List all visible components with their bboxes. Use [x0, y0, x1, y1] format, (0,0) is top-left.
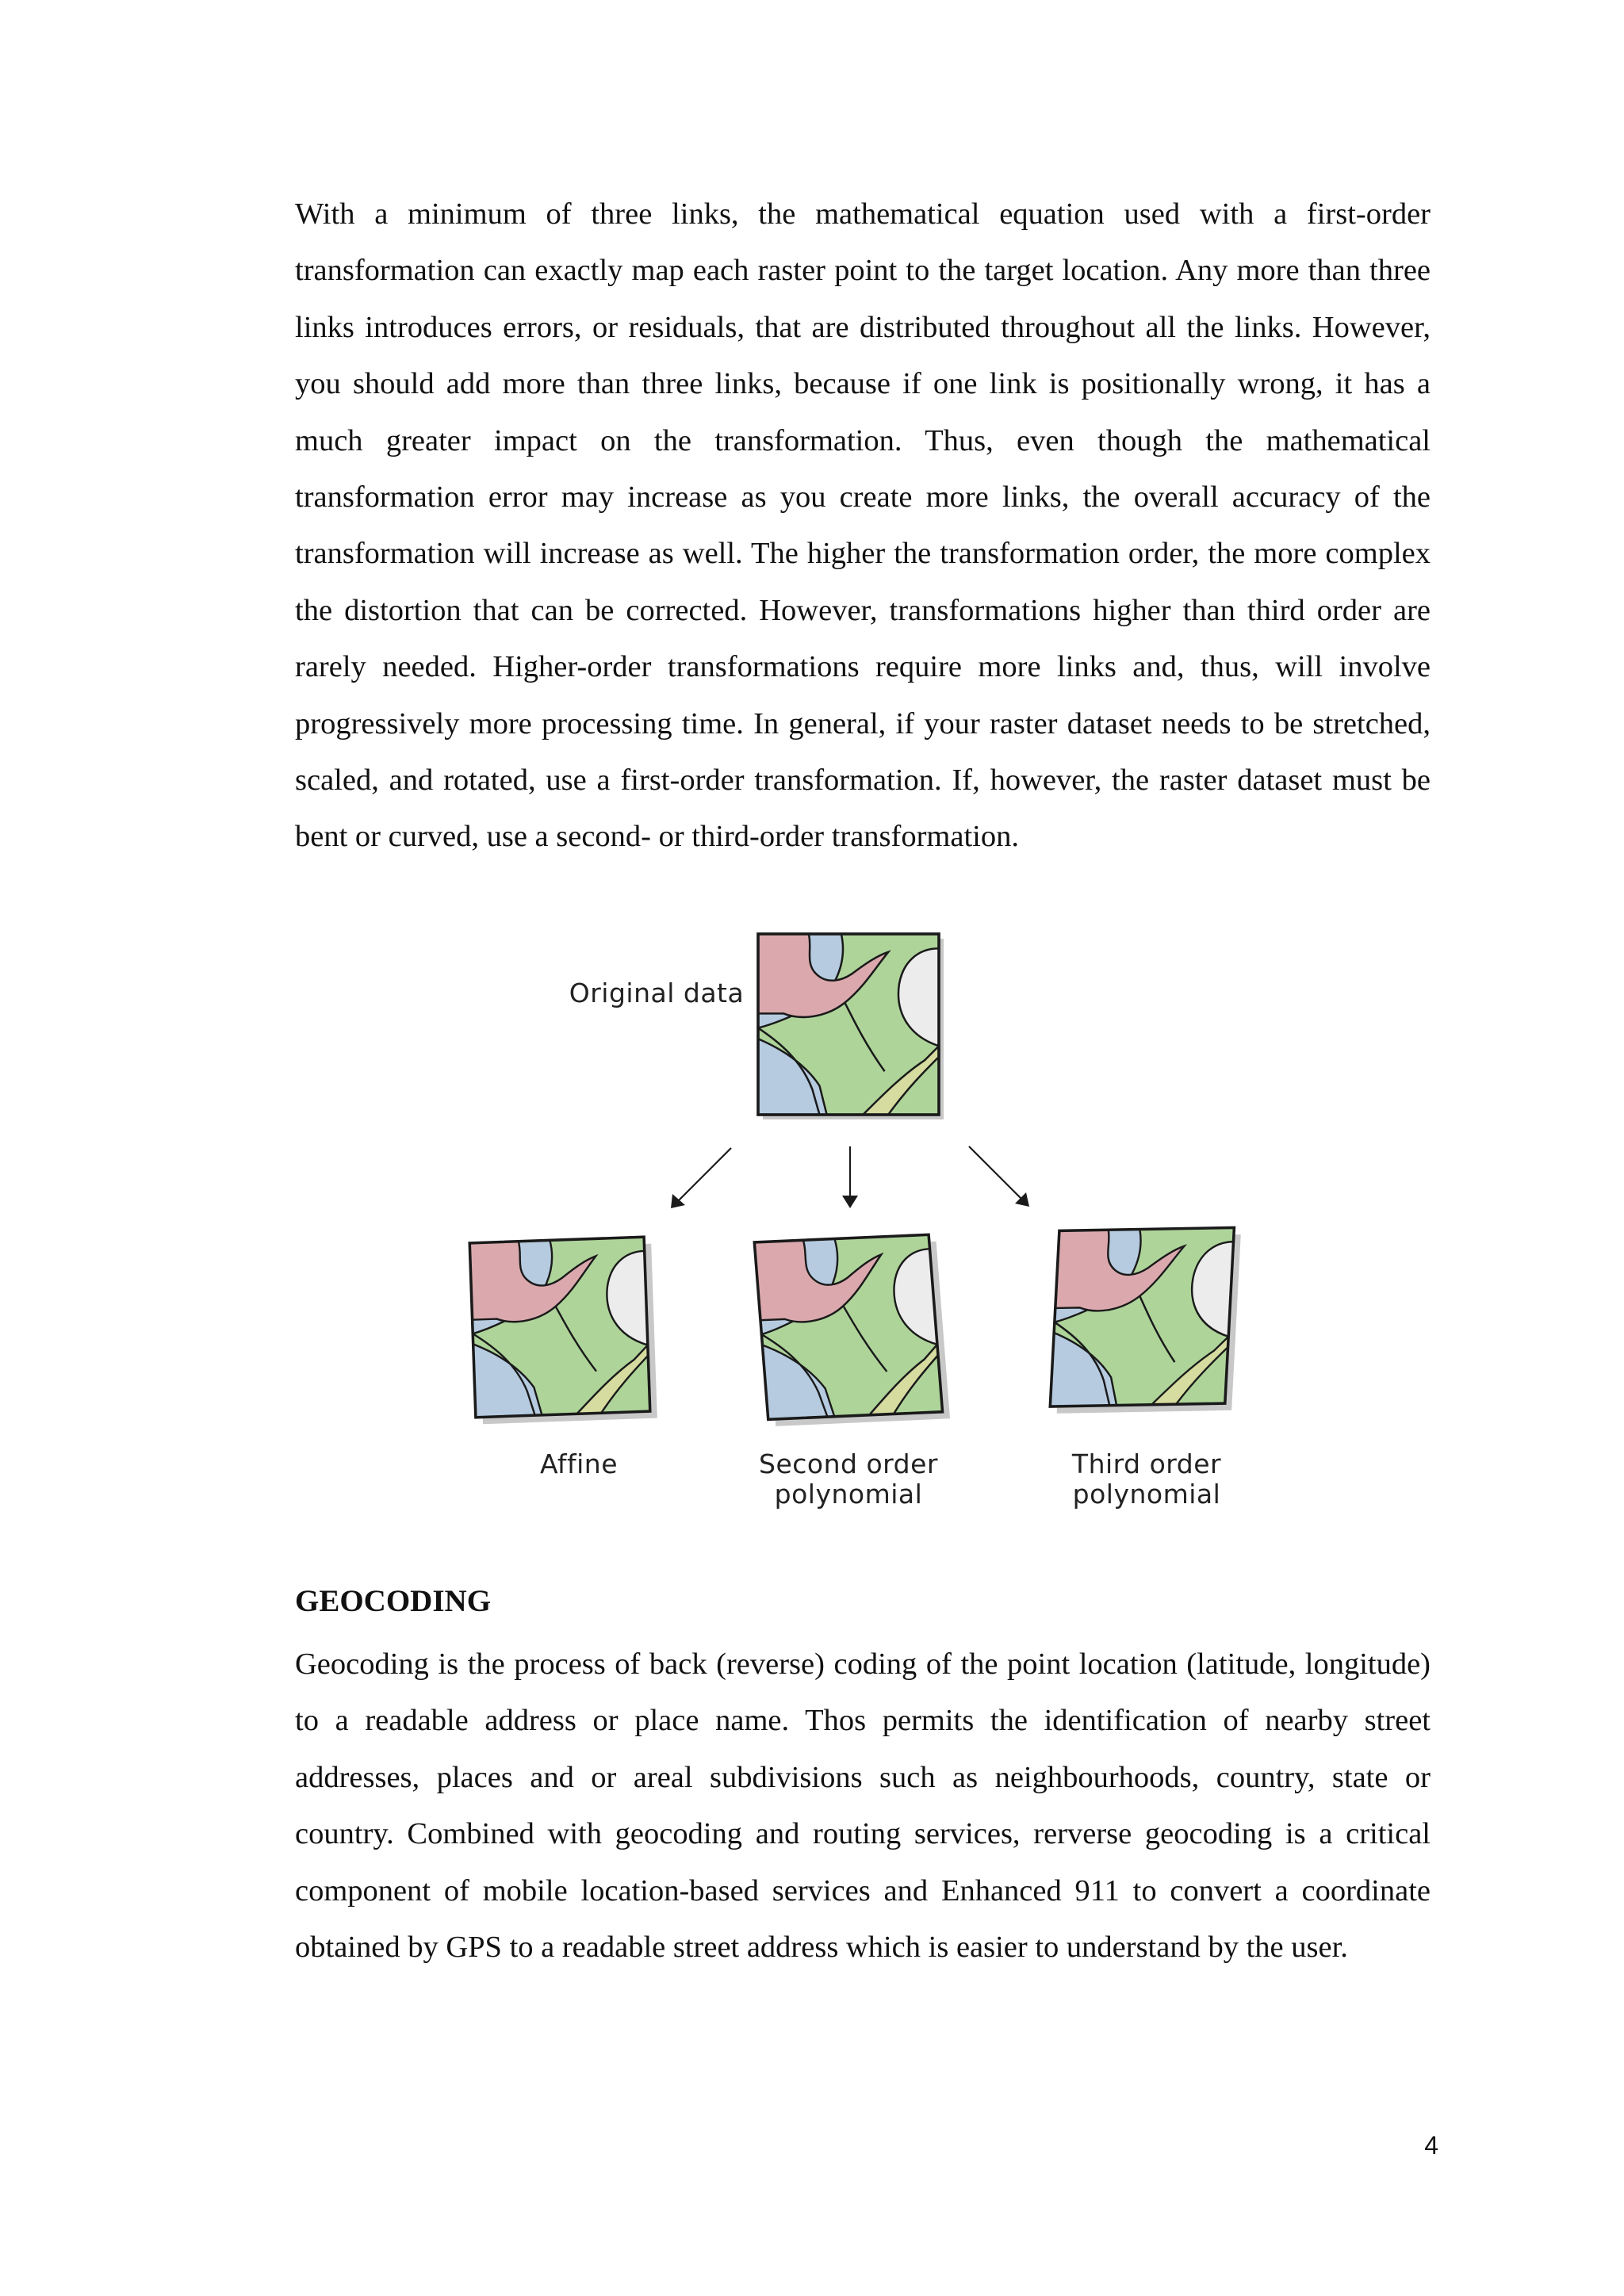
transformation-figure [444, 928, 1285, 1530]
third-order-label-line2: polynomial [1072, 1479, 1221, 1510]
transformation-diagram [444, 928, 1285, 1530]
second-order-label-line2: polynomial [774, 1479, 923, 1510]
third-order-label-line1: Third order [1071, 1448, 1222, 1479]
original-data-tile [758, 934, 944, 1119]
second-order-tile [754, 1234, 950, 1426]
third-order-label [1036, 1449, 1258, 1510]
arrow-to-affine-icon [671, 1148, 731, 1208]
page-number: 4 [1424, 2131, 1438, 2160]
section-heading-geocoding: GEOCODING [295, 1584, 492, 1618]
affine-label: Affine [539, 1448, 619, 1479]
second-order-label-line1: Second order [759, 1448, 938, 1479]
body-paragraph-transformation: With a minimum of three links, the mathematical equation used with a first-order transformation can exactly map each raster point to the target location. Any more than three links introduces errors, or residuals, that are distributed throughout all the links. However, you should add more than three links, because if one link is positionally wrong, it has a much greater impact on the transformation. Thus, even though the mathematical transformation error may increase as you create more links, the overall accuracy of the transformation will increase as well. The higher the transformation order, the more complex the distortion that can be corrected. However, transformations higher than third order are rarely needed. Higher-order transformations require more links and, thus, will involve progressively more processing time. In general, if your raster dataset needs to be stretched, scaled, and rotated, use a first-order transformation. If, however, the raster dataset must be bent or curved, use a second- or third-order transformation. [295, 197, 1431, 854]
body-paragraph-geocoding: Geocoding is the process of back (reverse) coding of the point location (latitude, longitude) to a readable address or place name. Thos permits the identification of nearby street addresses, places and or areal subdivisions such as neighbourhoods, country, state or country. Combined with geocoding and routing services, rerverse geocoding is a critical component of mobile location-based services and Enhanced 911 to convert a coordinate obtained by GPS to a readable street address which is easier to understand by the user. [295, 1647, 1431, 1965]
original-data-label: Original data [569, 978, 745, 1008]
second-order-label [737, 1449, 959, 1510]
arrow-to-second-order-icon [842, 1146, 858, 1208]
affine-tile [469, 1237, 657, 1425]
third-order-tile [1050, 1227, 1241, 1414]
arrow-to-third-order-icon [969, 1146, 1029, 1207]
